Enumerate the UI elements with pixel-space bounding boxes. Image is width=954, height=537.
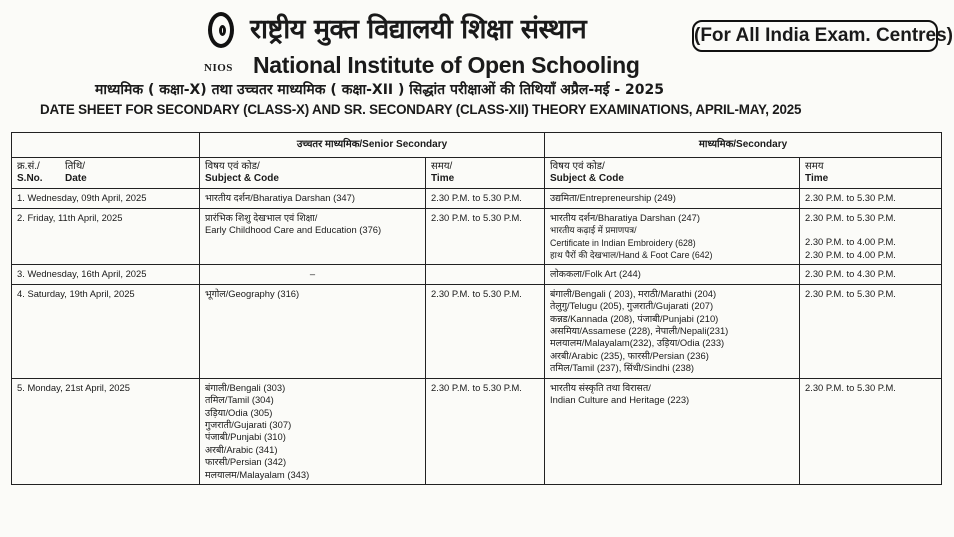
sec-subject-cell	[545, 208, 800, 265]
sec-subject-cell	[545, 284, 800, 378]
sr-subject-cell	[200, 265, 426, 284]
subject-entry: मलयालम/Malayalam(232), उड़िया/Odia (233)	[550, 337, 725, 349]
nios-emblem-icon	[208, 12, 234, 48]
sec-subject-cell	[545, 378, 800, 484]
subject-entry: हाथ पैरों की देखभाल/Hand & Foot Care (642)	[550, 250, 713, 261]
table-row	[12, 265, 942, 284]
subject-entry: Early Childhood Care and Education (376)	[205, 224, 382, 236]
sec-subject-header-hindi: विषय एवं कोड/	[550, 161, 605, 173]
sr-subject-cell	[200, 284, 426, 378]
datesheet-subtitle-hindi: माध्यमिक ( कक्षा-X) तथा उच्चतर माध्यमिक ( कक्षा-XII ) सिद्धांत परीक्षाओं की तिथियाँ अप्रैल-मई - 2025	[95, 82, 664, 98]
senior-secondary-header: उच्चतर माध्यमिक/Senior Secondary	[200, 133, 545, 158]
empty-header-cell	[12, 133, 200, 158]
time-entry: 2.30 P.M. to 5.30 P.M.	[805, 192, 896, 204]
subject-entry: उद्यमिता/Entrepreneurship (249)	[550, 192, 676, 204]
group-header-row	[12, 133, 942, 158]
subject-entry: अरबी/Arabic (235), फारसी/Persian (236)	[550, 349, 709, 361]
row-sno: 1.	[17, 192, 25, 204]
time-entry: 2.30 P.M. to 4.30 P.M.	[805, 268, 896, 280]
date-cell	[12, 208, 200, 265]
table-row	[12, 284, 942, 378]
subject-entry: –	[309, 268, 316, 280]
subject-entry: असमिया/Assamese (228), नेपाली/Nepali(231)	[550, 325, 729, 337]
date-header-hindi: तिथि/	[65, 161, 86, 173]
datesheet-subtitle: DATE SHEET FOR SECONDARY (CLASS-X) AND SR. SECONDARY (CLASS-XII) THEORY EXAMINATIONS, APRIL-MAY, 2025	[40, 102, 802, 117]
sec-time-cell	[800, 189, 942, 208]
sec-subject-header	[545, 158, 800, 189]
subject-entry: भूगोल/Geography (316)	[205, 287, 300, 299]
sr-subject-header-english: Subject & Code	[205, 173, 279, 185]
time-entry: 2.30 P.M. to 4.00 P.M.	[805, 248, 896, 260]
time-entry: 2.30 P.M. to 5.30 P.M.	[805, 287, 896, 299]
centres-badge: (For All India Exam. Centres)	[692, 20, 938, 52]
sno-date-header	[12, 158, 200, 189]
sno-header-hindi: क्र.सं./	[17, 161, 40, 173]
sec-time-header-hindi: समय	[805, 161, 824, 173]
nios-logo	[203, 8, 249, 74]
subject-entry: कन्नड/Kannada (208), पंजाबी/Punjabi (210)	[550, 312, 719, 324]
subject-entry: गुजराती/Gujarati (307)	[205, 418, 292, 430]
sr-time-cell	[426, 265, 545, 284]
date-cell	[12, 284, 200, 378]
subject-entry: तेलुगु/Telugu (205), गुजराती/Gujarati (207)	[550, 300, 714, 312]
column-header-row	[12, 158, 942, 189]
subject-entry: लोककला/Folk Art (244)	[550, 268, 641, 280]
sr-subject-cell	[200, 189, 426, 208]
institute-title: National Institute of Open Schooling	[253, 52, 640, 78]
date-sheet-table	[11, 132, 942, 485]
row-date: Friday, 11th April, 2025	[27, 211, 123, 223]
subject-entry: अरबी/Arabic (341)	[205, 443, 278, 455]
subject-entry: भारतीय संस्कृति तथा विरासत/	[550, 381, 651, 393]
sr-subject-header	[200, 158, 426, 189]
row-date: Saturday, 19th April, 2025	[27, 287, 135, 299]
subject-entry: मलयालम/Malayalam (343)	[205, 468, 310, 480]
subject-entry: भारतीय दर्शन/Bharatiya Darshan (347)	[205, 192, 355, 204]
sr-time-header-hindi: समय/	[431, 161, 453, 173]
sec-time-cell	[800, 284, 942, 378]
sr-time-header-english: Time	[431, 173, 455, 185]
subject-entry: Certificate in Indian Embroidery (628)	[550, 237, 696, 248]
sr-time-header	[426, 158, 545, 189]
sr-subject-header-hindi: विषय एवं कोड/	[205, 161, 260, 173]
date-cell	[12, 189, 200, 208]
date-cell	[12, 378, 200, 484]
sec-subject-cell	[545, 265, 800, 284]
sr-time-cell: 2.30 P.M. to 5.30 P.M.	[426, 208, 545, 265]
logo-label: NIOS	[204, 62, 233, 74]
subject-entry: उड़िया/Odia (305)	[205, 406, 273, 418]
subject-entry: पंजाबी/Punjabi (310)	[205, 431, 286, 443]
subject-entry: तमिल/Tamil (304)	[205, 394, 274, 406]
subject-entry: Indian Culture and Heritage (223)	[550, 394, 690, 406]
sec-time-header	[800, 158, 942, 189]
table-row	[12, 378, 942, 484]
secondary-header: माध्यमिक/Secondary	[545, 133, 942, 158]
time-entry: 2.30 P.M. to 4.00 P.M.	[805, 236, 896, 248]
sr-time-cell: 2.30 P.M. to 5.30 P.M.	[426, 189, 545, 208]
time-entry: 2.30 P.M. to 5.30 P.M.	[805, 381, 896, 393]
row-sno: 4.	[17, 287, 25, 299]
row-sno: 2.	[17, 211, 25, 223]
subject-entry: भारतीय दर्शन/Bharatiya Darshan (247)	[550, 211, 700, 223]
row-date: Monday, 21st April, 2025	[27, 381, 130, 393]
subject-entry: प्रारंभिक शिशु देखभाल एवं शिक्षा/	[205, 211, 318, 223]
sec-time-header-english: Time	[805, 173, 829, 185]
time-entry: 2.30 P.M. to 5.30 P.M.	[805, 211, 896, 223]
subject-entry: बंगाली/Bengali (303)	[205, 381, 286, 393]
institute-title-hindi: राष्ट्रीय मुक्त विद्यालयी शिक्षा संस्थान	[250, 14, 587, 45]
sec-time-cell	[800, 265, 942, 284]
sec-subject-header-english: Subject & Code	[550, 173, 624, 185]
date-header: Date	[65, 173, 87, 185]
row-sno: 3.	[17, 268, 25, 280]
sr-subject-cell	[200, 208, 426, 265]
sr-subject-cell	[200, 378, 426, 484]
date-cell	[12, 265, 200, 284]
sr-time-cell: 2.30 P.M. to 5.30 P.M.	[426, 378, 545, 484]
sno-header: S.No.	[17, 173, 43, 185]
subject-entry: तमिल/Tamil (237), सिंधी/Sindhi (238)	[550, 362, 695, 374]
subject-entry: भारतीय कढ़ाई में प्रमाणपत्र/	[550, 225, 637, 236]
subject-entry: बंगाली/Bengali ( 203), मराठी/Marathi (204)	[550, 287, 717, 299]
row-date: Wednesday, 09th April, 2025	[27, 192, 147, 204]
sec-subject-cell	[545, 189, 800, 208]
sec-time-cell	[800, 208, 942, 265]
table-row	[12, 189, 942, 208]
table-row	[12, 208, 942, 265]
sec-time-cell	[800, 378, 942, 484]
subject-entry: फारसी/Persian (342)	[205, 456, 287, 468]
row-date: Wednesday, 16th April, 2025	[27, 268, 147, 280]
sr-time-cell: 2.30 P.M. to 5.30 P.M.	[426, 284, 545, 378]
row-sno: 5.	[17, 381, 25, 393]
